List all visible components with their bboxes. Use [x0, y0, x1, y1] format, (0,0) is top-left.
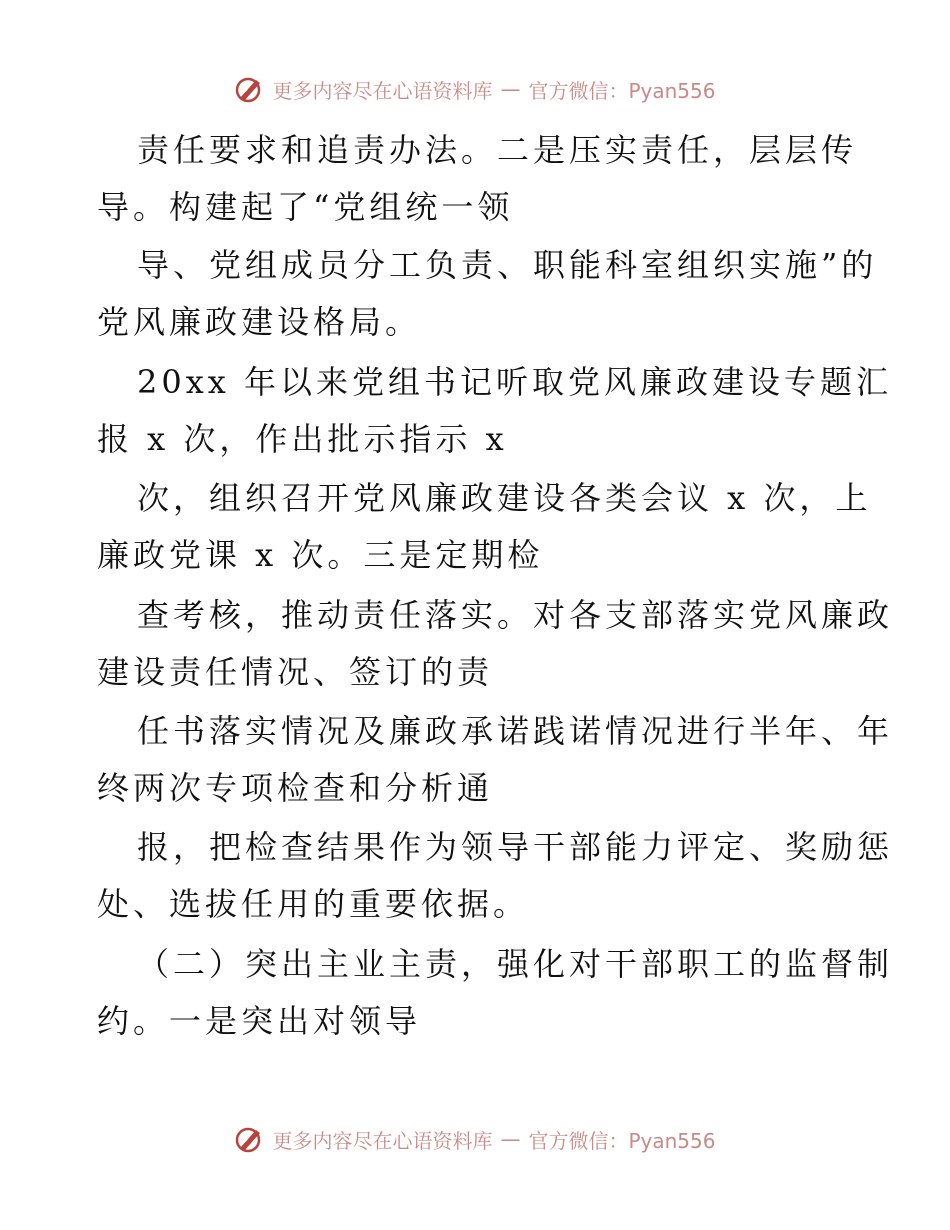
- watermark-text: 更多内容尽在心语资料库: [272, 78, 493, 103]
- watermark-contact: 官方微信：Pyan556: [528, 78, 716, 103]
- watermark-separator: —: [500, 1127, 521, 1151]
- watermark-text: 更多内容尽在心语资料库: [272, 1128, 493, 1153]
- footer-watermark: [0, 1124, 950, 1154]
- body-line: 建设责任情况、签订的责: [97, 653, 494, 691]
- body-line: 导。构建起了“党组统一领: [97, 188, 514, 226]
- body-line: 报，把检查结果作为领导干部能力评定、奖励惩: [137, 828, 894, 866]
- body-line: 查考核，推动责任落实。对各支部落实党风廉政: [137, 596, 894, 634]
- watermark-separator: —: [500, 77, 521, 101]
- body-line: 终两次专项检查和分析通: [97, 769, 494, 807]
- body-line: 任书落实情况及廉政承诺践诺情况进行半年、年: [137, 712, 894, 750]
- body-line: 次，组织召开党风廉政建设各类会议 x 次，上: [137, 479, 872, 517]
- body-line: 责任要求和追责办法。二是压实责任，层层传: [137, 131, 858, 169]
- body-line: （二）突出主业主责，强化对干部职工的监督制: [137, 945, 894, 983]
- body-line: 处、选拔任用的重要依据。: [97, 885, 530, 923]
- watermark-contact: 官方微信：Pyan556: [528, 1128, 716, 1153]
- body-line: 20xx 年以来党组书记听取党风廉政建设专题汇: [137, 363, 892, 401]
- body-line: 报 x 次，作出批示指示 x: [97, 420, 508, 458]
- brush-pen-logo-icon: [234, 1124, 264, 1154]
- brush-pen-logo-icon: [234, 74, 264, 104]
- body-line: 约。一是突出对领导: [97, 1002, 422, 1040]
- header-watermark: [0, 74, 950, 104]
- body-line: 廉政党课 x 次。三是定期检: [97, 536, 544, 574]
- body-line: 党风廉政建设格局。: [97, 303, 422, 341]
- body-line: 导、党组成员分工负责、职能科室组织实施”的: [137, 246, 878, 284]
